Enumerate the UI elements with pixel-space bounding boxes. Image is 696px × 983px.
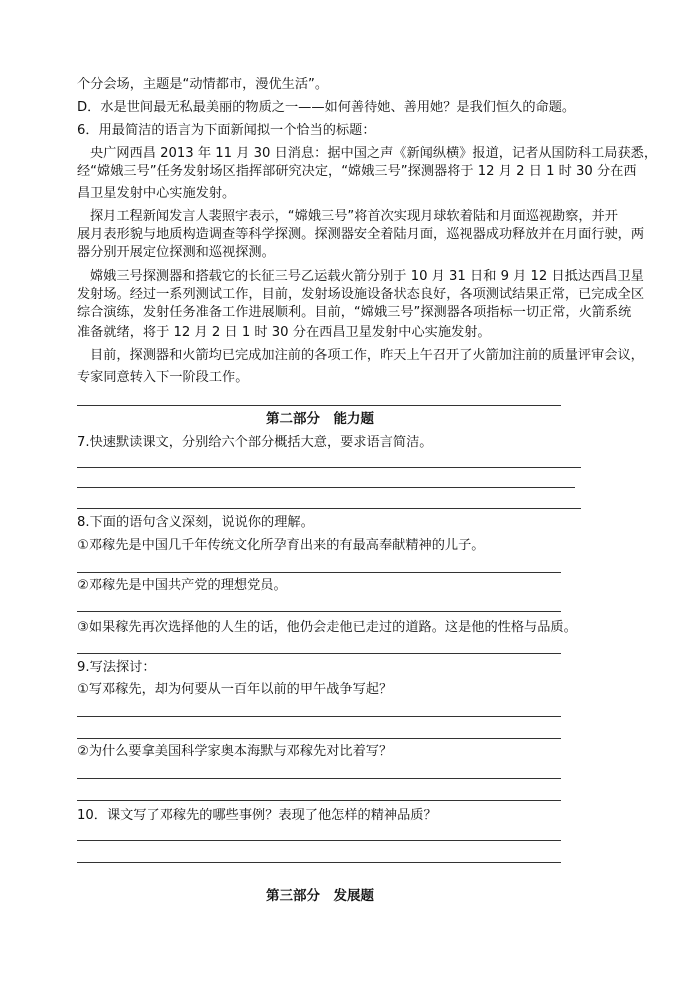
answer-line[interactable] — [77, 572, 561, 573]
news-paragraph-1: 央广网西昌 2013 年 11 月 30 日消息：据中国之声《新闻纵横》报道，记者从国防科工局获悉， — [90, 146, 658, 161]
answer-line[interactable] — [77, 840, 561, 841]
answer-line[interactable] — [77, 778, 561, 779]
answer-line[interactable] — [77, 611, 561, 612]
text-line: 展月表形貌与地质构造调查等科学探测。探测器安全着陆月面，巡视器成功释放并在月面行驶，两 — [77, 227, 645, 242]
part-2-title: 第二部分 能力题 — [266, 411, 374, 427]
answer-line[interactable] — [77, 508, 581, 509]
question-9: 9.写法探讨： — [77, 660, 156, 675]
question-8-item-2: ②邓稼先是中国共产党的理想党员。 — [77, 578, 287, 593]
option-d: D．水是世间最无私最美丽的物质之一——如何善待她、善用她？是我们恒久的命题。 — [77, 100, 576, 115]
answer-line[interactable] — [77, 716, 561, 717]
answer-line[interactable] — [77, 653, 561, 654]
text-line: 发射场。经过一系列测试工作，目前，发射场设施设备状态良好，各项测试结果正常，已完成全区 — [77, 287, 645, 302]
part-3-title: 第三部分 发展题 — [266, 888, 374, 904]
divider — [77, 405, 561, 406]
question-8: 8.下面的语句含义深刻，说说你的理解。 — [77, 515, 314, 530]
text-line: 经“嫦娥三号”任务发射场区指挥部研究决定，“嫦娥三号”探测器将于 12 月 2 日 1 时 30 分在西 — [77, 164, 637, 179]
question-8-item-1: ①邓稼先是中国几千年传统文化所孕育出来的有最高奉献精神的儿子。 — [77, 538, 485, 553]
question-8-item-3: ③如果稼先再次选择他的人生的话，他仍会走他已走过的道路。这是他的性格与品质。 — [77, 620, 577, 635]
news-paragraph-3: 嫦娥三号探测器和搭载它的长征三号乙运载火箭分别于 10 月 31 日和 9 月 12 日抵达西昌卫星 — [90, 269, 644, 284]
question-7: 7.快速默读课文，分别给六个部分概括大意，要求语言简洁。 — [77, 435, 433, 450]
text-line: 个分会场，主题是“动情都市，漫优生活”。 — [77, 77, 329, 92]
answer-line[interactable] — [77, 467, 581, 468]
text-line: 器分别开展定位探测和巡视探测。 — [77, 245, 275, 260]
answer-line[interactable] — [77, 800, 561, 801]
answer-line[interactable] — [77, 862, 561, 863]
text-line: 准备就绪，将于 12 月 2 日 1 时 30 分在西昌卫星发射中心实施发射。 — [77, 325, 491, 340]
question-9-item-2: ②为什么要拿美国科学家奥本海默与邓稼先对比着写？ — [77, 744, 393, 759]
answer-line[interactable] — [77, 487, 575, 488]
text-line: 昌卫星发射中心实施发射。 — [77, 186, 236, 201]
answer-line[interactable] — [77, 738, 561, 739]
text-line: 专家同意转入下一阶段工作。 — [77, 370, 249, 385]
news-paragraph-4: 目前，探测器和火箭均已完成加注前的各项工作，昨天上午召开了火箭加注前的质量评审会议， — [90, 348, 644, 363]
question-6: 6．用最简洁的语言为下面新闻拟一个恰当的标题： — [77, 123, 376, 138]
question-9-item-1: ①写邓稼先，却为何要从一百年以前的甲午战争写起？ — [77, 682, 393, 697]
question-10: 10．课文写了邓稼先的哪些事例？表现了他怎样的精神品质？ — [77, 808, 437, 823]
text-line: 综合演练，发射任务准备工作进展顺利。目前，“嫦娥三号”探测器各项指标一切正常，火箭系统 — [77, 305, 632, 320]
news-paragraph-2: 探月工程新闻发言人裴照宇表示，“嫦娥三号”将首次实现月球软着陆和月面巡视勘察，并开 — [90, 209, 618, 224]
